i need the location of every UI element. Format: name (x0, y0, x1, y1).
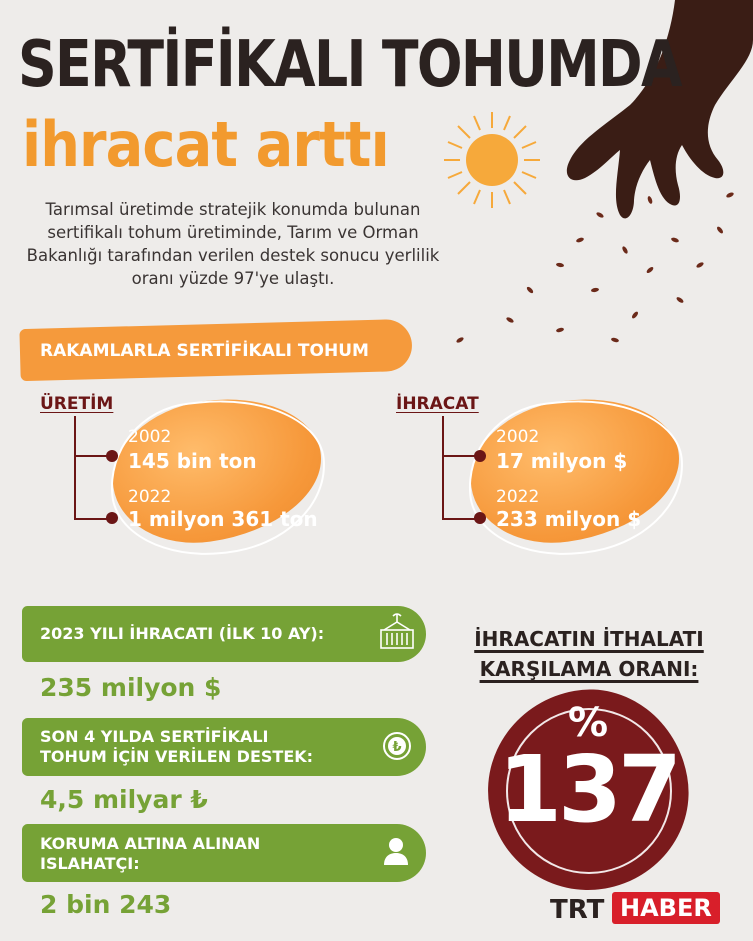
production-connector-1 (74, 455, 110, 457)
ratio-title-line-2: KARŞILAMA ORANI: (479, 657, 699, 681)
stat-support-label-2: TOHUM İÇİN VERİLEN DESTEK: (40, 747, 314, 766)
export-year-1: 2002 (496, 427, 540, 447)
cargo-container-icon (378, 612, 416, 652)
production-dot-2 (106, 512, 118, 524)
stat-export-2023-label: 2023 YILI İHRACATI (İLK 10 AY): (40, 624, 325, 643)
sun-icon (444, 112, 540, 208)
stat-support-label-1: SON 4 YILDA SERTİFİKALI (40, 727, 269, 746)
production-year-2: 2022 (128, 487, 172, 507)
export-seed-outline (461, 389, 692, 565)
export-value-1: 17 milyon $ (496, 449, 628, 473)
export-dot-2 (474, 512, 486, 524)
export-connector-1 (442, 455, 478, 457)
production-bracket (74, 416, 108, 520)
production-value-2: 1 milyon 361 ton (128, 507, 318, 531)
intro-paragraph: Tarımsal üretimde stratejik konumda bulunan sertifikalı tohum üretiminde, Tarım ve Orman Bakanlığı tarafından verilen destek sonucu yerlilik oranı yüzde 97'ye ulaştı. (26, 200, 440, 288)
svg-text:₺: ₺ (392, 740, 402, 755)
production-year-1: 2002 (128, 427, 172, 447)
production-dot-1 (106, 450, 118, 462)
stat-breeder-value: 2 bin 243 (40, 890, 172, 919)
title-line-1: SERTİFİKALI TOHUMDA (18, 28, 681, 102)
stat-support-value: 4,5 milyar ₺ (40, 785, 208, 814)
stat-breeder-label-1: KORUMA ALTINA ALINAN (40, 834, 261, 853)
export-label: İHRACAT (396, 394, 479, 414)
export-value-2: 233 milyon $ (496, 507, 642, 531)
production-seed-outline (103, 389, 334, 565)
export-dot-1 (474, 450, 486, 462)
ratio-title-line-1: İHRACATIN İTHALATI (474, 627, 704, 651)
title-line-2: ihracat arttı (22, 108, 389, 181)
export-year-2: 2022 (496, 487, 540, 507)
production-value-1: 145 bin ton (128, 449, 257, 473)
person-icon (382, 836, 410, 866)
ratio-percent-sign: % (567, 700, 609, 746)
export-bracket (442, 416, 476, 520)
stat-breeder-label-2: ISLAHATÇI: (40, 854, 140, 873)
lira-coin-icon (382, 731, 412, 761)
stat-export-2023-value: 235 milyon $ (40, 673, 222, 702)
section-banner-text: RAKAMLARLA SERTİFİKALI TOHUM (40, 341, 369, 361)
production-label: ÜRETİM (40, 394, 114, 414)
logo-haber: HABER (612, 892, 720, 924)
ratio-value: 137 (497, 736, 679, 843)
ratio-title (458, 624, 720, 684)
logo-trt: TRT (550, 895, 605, 925)
